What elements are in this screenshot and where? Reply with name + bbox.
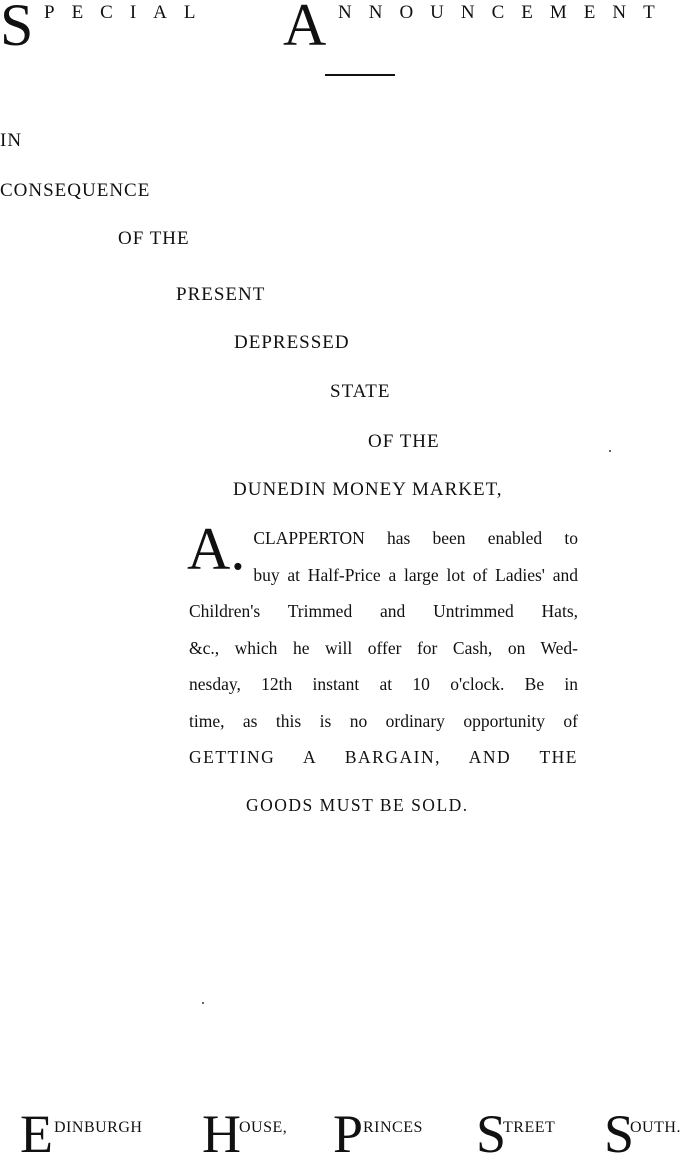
heading-special-rest: PECIAL	[44, 2, 213, 23]
print-speck	[202, 1002, 204, 1004]
paragraph-line: &c., which he will offer for Cash, on Wed-	[189, 637, 578, 658]
paragraph-dropcap: A.	[187, 516, 246, 582]
heading-divider	[325, 74, 395, 76]
footer-word-south	[604, 1104, 698, 1164]
stair-line-state: STATE	[330, 381, 391, 402]
market-line: DUNEDIN MONEY MARKET,	[233, 479, 503, 500]
footer-cap: P	[333, 1104, 364, 1164]
stair-line-consequence: CONSEQUENCE	[0, 180, 151, 201]
footer-cap: S	[476, 1104, 507, 1164]
footer-rest: OUSE,	[239, 1119, 288, 1136]
paragraph-line: GETTING A BARGAIN, AND THE	[189, 747, 578, 767]
print-speck	[609, 450, 611, 452]
announcement-paragraph	[187, 516, 578, 776]
footer-rest: DINBURGH	[54, 1119, 143, 1136]
paragraph-line: nesday, 12th instant at 10 o'clock. Be in	[189, 674, 578, 694]
stair-line-of-the-2: OF THE	[368, 431, 440, 452]
heading-special-cap: S	[0, 0, 34, 58]
paragraph-line: CLAPPERTON has been enabled to	[253, 528, 578, 548]
footer-word-edinburgh	[20, 1104, 170, 1164]
stair-line-depressed: DEPRESSED	[234, 332, 350, 353]
footer-word-princes	[333, 1104, 453, 1164]
closing-line: GOODS MUST BE SOLD.	[246, 795, 469, 815]
footer-cap: E	[20, 1104, 53, 1164]
footer-rest: RINCES	[363, 1119, 423, 1136]
footer-rest: OUTH.	[630, 1119, 681, 1136]
footer-word-house	[202, 1104, 312, 1164]
stair-line-present: PRESENT	[176, 284, 266, 305]
stair-line-in: IN	[0, 130, 23, 151]
paragraph-line: buy at Half-Price a large lot of Ladies' and	[253, 564, 578, 585]
footer-rest: TREET	[503, 1119, 556, 1136]
footer-word-street	[476, 1104, 586, 1164]
footer-cap: H	[202, 1104, 241, 1164]
paragraph-line: time, as this is no ordinary opportunity of	[189, 710, 578, 731]
heading-announce-rest: NNOUNCEMENT	[338, 2, 672, 23]
heading-announce-cap: A	[283, 0, 327, 58]
stair-line-of-the-1: OF THE	[118, 228, 190, 249]
footer-cap: S	[604, 1104, 635, 1164]
paragraph-line: Children's Trimmed and Untrimmed Hats,	[189, 601, 578, 621]
